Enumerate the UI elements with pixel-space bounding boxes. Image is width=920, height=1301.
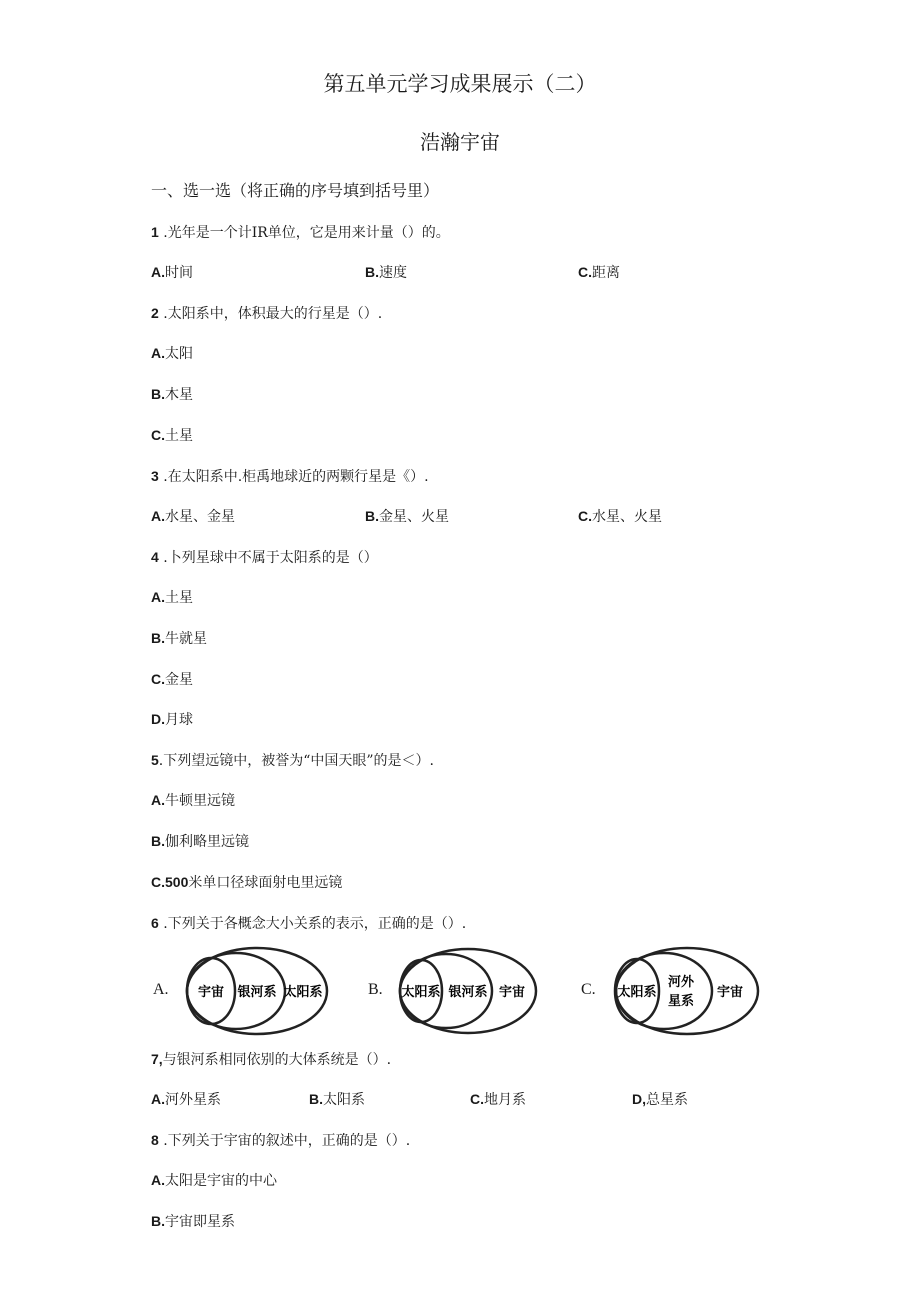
nested-ellipses-a	[150, 945, 330, 1037]
option-1c: C.距离	[578, 264, 620, 281]
diagram-option-a	[150, 945, 330, 1037]
option-1b: B.速度	[365, 264, 407, 281]
outer-label: 宇宙	[498, 985, 526, 1000]
inner-label: 太阳系	[401, 985, 441, 1000]
question-number: 5	[151, 752, 159, 768]
option-3c: C.水星、火星	[578, 508, 662, 525]
diagram-option-c	[578, 945, 763, 1037]
option-4a: A.土星	[151, 589, 193, 606]
option-2c: C.土星	[151, 427, 193, 444]
question-4	[151, 547, 378, 567]
question-1	[151, 222, 450, 242]
question-text: .卜列星球中不属于太阳系的是（）	[158, 550, 378, 566]
option-4c: C.金星	[151, 671, 193, 688]
question-text: .在太阳系中.柜禹地球近的两颗行星是《）.	[158, 469, 429, 485]
question-5	[151, 750, 434, 770]
diagram-label: B.	[368, 981, 383, 998]
question-number: 1	[151, 224, 159, 240]
document-subtitle: 浩瀚宇宙	[420, 130, 500, 154]
middle-label-line1: 河外	[667, 975, 695, 990]
middle-label-line2: 星系	[667, 994, 695, 1009]
option-4b: B.牛就星	[151, 630, 207, 647]
section-heading: 一、选一选（将正确的序号填到括号里）	[151, 181, 440, 200]
question-text: 与银河系相同依别的大体系统是（）.	[162, 1052, 392, 1068]
question-number: 8	[151, 1132, 159, 1148]
question-7	[151, 1049, 391, 1069]
outer-label: 太阳系	[283, 985, 323, 1000]
question-number: 7,	[151, 1051, 163, 1067]
question-text: .太阳系中，体积最大的行星是（）.	[158, 306, 383, 322]
question-6	[151, 913, 466, 933]
option-7b: B.太阳系	[309, 1091, 365, 1108]
question-3	[151, 466, 429, 486]
question-number: 2	[151, 305, 159, 321]
option-2a: A.太阳	[151, 345, 193, 362]
option-7c: C.地月系	[470, 1091, 526, 1108]
nested-ellipses-b	[365, 945, 540, 1037]
question-text: .光年是一个计IR单位，它是用来计量（）的。	[158, 225, 450, 241]
question-text: .下列关于各概念大小关系的表示，正确的是（）.	[158, 916, 467, 932]
diagram-label: C.	[581, 981, 596, 998]
option-8a: A.太阳是宇宙的中心	[151, 1172, 277, 1189]
option-5b: B.伽利略里远镜	[151, 833, 249, 850]
option-7a: A.河外星系	[151, 1091, 221, 1108]
question-number: 4	[151, 549, 159, 565]
option-1a: A.时间	[151, 264, 193, 281]
question-text: .下列关于宇宙的叙述中，正确的是（）.	[158, 1133, 411, 1149]
option-8b: B.宇宙即星系	[151, 1213, 235, 1230]
option-7d: D,总星系	[632, 1091, 688, 1108]
option-5c: C.500米单口径球面射电里远镜	[151, 874, 343, 891]
document-title: 第五单元学习成果展示（二）	[323, 72, 597, 96]
question-text: .下列望远镜中，被誉为“中国天眼”的是＜）.	[158, 753, 435, 769]
diagram-label: A.	[153, 981, 169, 998]
question-2	[151, 303, 382, 323]
nested-ellipses-c	[578, 945, 763, 1037]
middle-label: 银河系	[237, 985, 277, 1000]
inner-label: 太阳系	[617, 985, 657, 1000]
option-5a: A.牛顿里远镜	[151, 792, 235, 809]
option-3a: A.水星、金星	[151, 508, 235, 525]
inner-label: 宇宙	[197, 985, 225, 1000]
option-3b: B.金星、火星	[365, 508, 449, 525]
middle-label: 银河系	[448, 985, 488, 1000]
question-number: 3	[151, 468, 159, 484]
option-2b: B.木星	[151, 386, 193, 403]
option-4d: D.月球	[151, 711, 193, 728]
outer-label: 宇宙	[716, 985, 744, 1000]
diagram-option-b	[365, 945, 540, 1037]
question-8	[151, 1130, 410, 1150]
question-number: 6	[151, 915, 159, 931]
